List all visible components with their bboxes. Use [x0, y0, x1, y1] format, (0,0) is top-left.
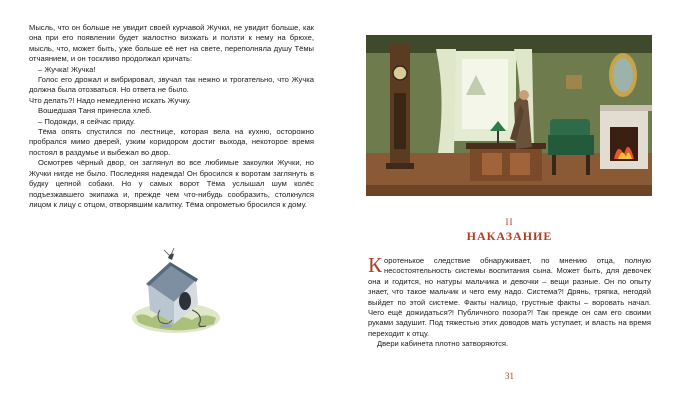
paragraph: Тёма опять спустился по лестнице, которая вела на кухню, осторожно пробрался мимо дверей, узким коридором достиг выхода, некоторое время постоял в раздумье и выбежал во двор.	[29, 127, 314, 157]
page-number: 31	[505, 371, 514, 381]
paragraph: Двери кабинета плотно затворяются.	[377, 339, 509, 349]
paragraph: Что делать?! Надо немедленно искать Жучку.	[29, 95, 191, 105]
right-page-text	[368, 253, 651, 350]
paragraph: Голос его дрожал и вибрировал, звучал так нежно и трогательно, что Жучка должна была отозваться. Но ответа не было.	[29, 75, 314, 95]
paragraph: Вошедшая Таня принесла хлеб.	[38, 106, 152, 116]
paragraph-text: оротенькое следствие обнаруживает, по мнению отца, полную несостоятельность системы воспитания сына. Может быть, для девочек она и годится, но натуры мальчика и девочки – вещи разные. Он по опыту знает, что такое мальчик и чего ему надо. Система?! Дрянь, тряпка, негодяй выйдет по этой системе. Факты налицо, грустные факты – воровать начал. Чего ещё дожидаться?! Публичного позора?! Так прежде он сам его своими руками задушит. Под тяжестью этих доводов мать уступает, и власть на время переходит к отцу.	[368, 256, 651, 338]
chapter-number: II	[505, 217, 514, 227]
paragraph: Осмотрев чёрный двор, он заглянул во все любимые закоулки Жучки, но Жучки нигде не было. Последняя надежда! Он бросился к воротам заглянуть в будку цепной собаки. Но у самых ворот Тёма услышал шум колёс подъезжавшего экипажа и, прежде чем что-нибудь сообразить, столкнулся лицом к лицу с отцом, отворявшим калитку. Тёма опрометью бросился к дому.	[29, 158, 314, 209]
drop-cap: К	[368, 253, 383, 277]
doghouse-illustration	[130, 240, 222, 335]
study-room-illustration	[366, 35, 652, 196]
paragraph: – Подожди, я сейчас приду.	[38, 116, 136, 126]
left-page-text	[29, 23, 314, 210]
chapter-title: НАКАЗАНИЕ	[466, 229, 553, 243]
paragraph: Мысль, что он больше не увидит своей курчавой Жучки, не увидит больше, как она при его появлении будет жалостно визжать и ползти к нему на брюхе, мысль, что, может быть, уже больше её нет на свете, переполняла душу Тёмы отчаянием, и он тоскливо продолжал кричать:	[29, 23, 314, 64]
paragraph	[368, 253, 651, 339]
paragraph: – Жучка! Жучка!	[38, 64, 96, 74]
